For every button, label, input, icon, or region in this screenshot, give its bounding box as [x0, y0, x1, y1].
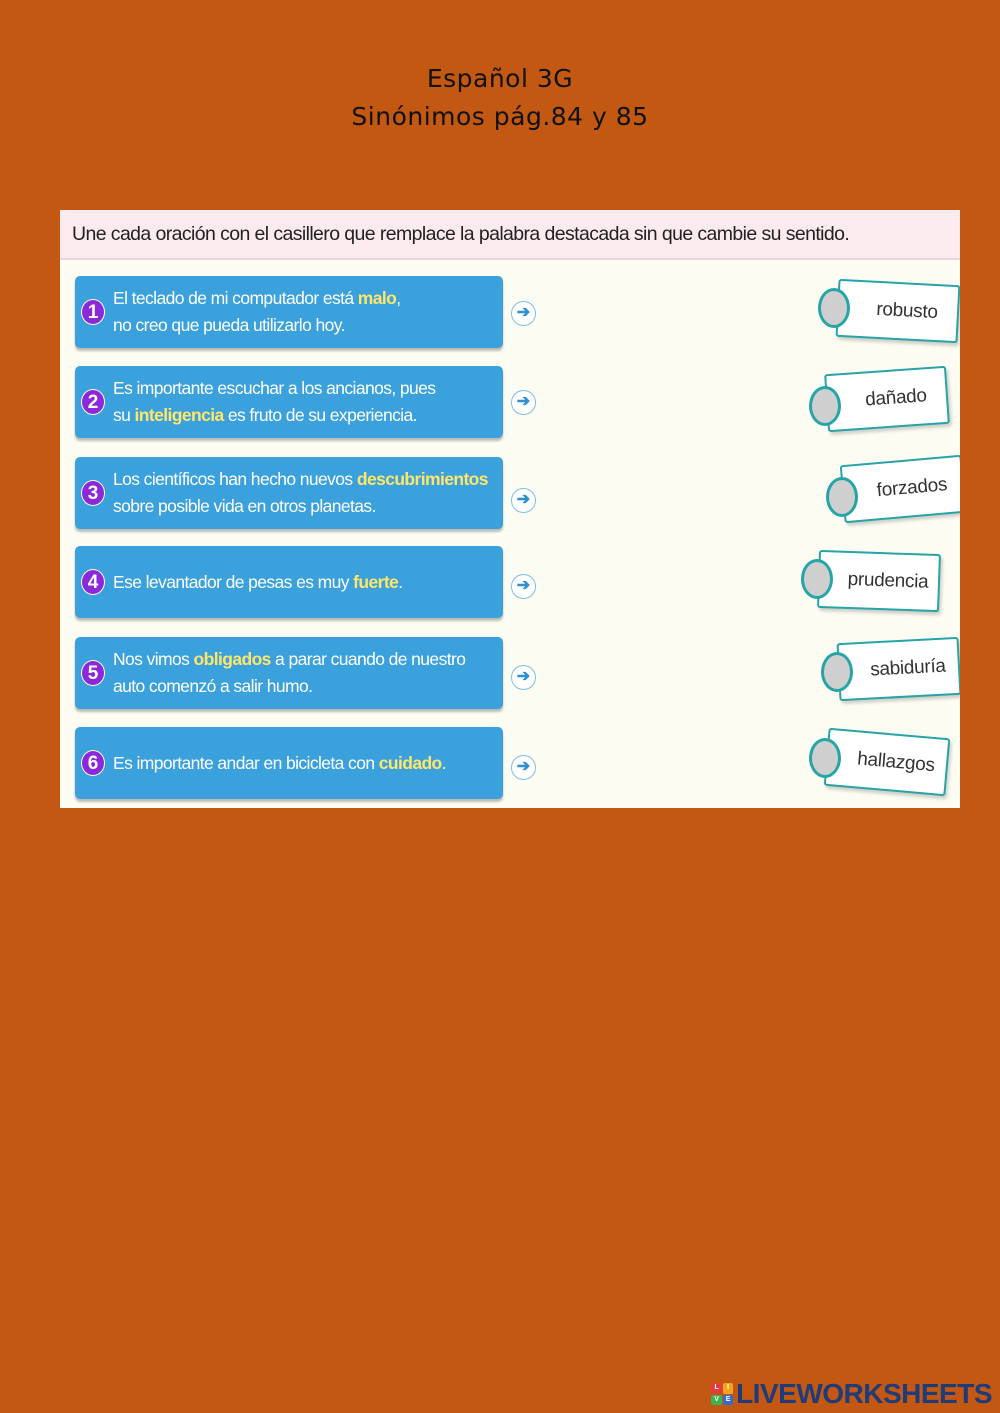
connector-knob[interactable] [818, 288, 850, 328]
highlighted-word: fuerte [353, 571, 399, 592]
sentence-text [113, 750, 446, 777]
text-segment: no creo que pueda utilizarlo hoy. [113, 315, 345, 335]
option-danado[interactable]: dañado [824, 366, 950, 432]
connector-knob[interactable] [821, 652, 853, 692]
option-robusto[interactable]: robusto [836, 279, 960, 343]
sentence-box-6 [75, 727, 503, 799]
option-forzados[interactable]: forzados [840, 455, 960, 523]
instructions-text: Une cada oración con el casillero que remplace la palabra destacada sin que cambie su sentido. [60, 210, 960, 260]
connector-knob[interactable] [826, 477, 858, 517]
sentence-text [113, 569, 402, 596]
number-badge: 3 [81, 480, 105, 506]
connector-knob[interactable] [809, 386, 841, 426]
arrow-right-circle-icon[interactable]: ➔ [511, 755, 536, 780]
highlighted-word: obligados [193, 649, 271, 669]
text-segment: Es importante escuchar a los ancianos, pues [113, 378, 436, 398]
number-badge: 5 [81, 660, 105, 686]
option-sabiduria[interactable]: sabiduría [837, 637, 960, 701]
option-prudencia[interactable]: prudencia [817, 550, 941, 612]
text-segment: Los científicos han hecho nuevos [113, 469, 357, 489]
arrow-right-circle-icon[interactable]: ➔ [511, 301, 536, 326]
connector-knob[interactable] [801, 559, 833, 599]
text-segment: . [441, 752, 446, 773]
highlighted-word: inteligencia [134, 405, 224, 425]
text-segment: Es importante andar en bicicleta con [113, 752, 379, 773]
sentence-text [113, 285, 401, 339]
highlighted-word: cuidado [378, 752, 442, 773]
brand-logo-icon [711, 1383, 733, 1405]
text-segment: Ese levantador de pesas es muy [113, 571, 354, 592]
liveworksheets-logo [711, 1379, 992, 1409]
sentence-box-4 [75, 546, 503, 618]
text-segment: , [396, 288, 401, 308]
worksheet-title [0, 60, 1000, 136]
text-segment: su [113, 405, 135, 425]
text-segment: a parar cuando de nuestro [270, 649, 466, 669]
arrow-right-circle-icon[interactable]: ➔ [511, 390, 536, 415]
sentence-text [113, 646, 465, 700]
text-segment: es fruto de su experiencia. [223, 405, 417, 425]
number-badge: 1 [81, 299, 105, 325]
sentence-box-5 [75, 637, 503, 709]
arrow-right-circle-icon[interactable]: ➔ [511, 488, 536, 513]
logo-letter: E [723, 1395, 734, 1406]
sentence-text [113, 375, 435, 429]
highlighted-word: descubrimientos [356, 469, 488, 489]
sentence-text [113, 466, 488, 520]
text-segment: sobre posible vida en otros planetas. [113, 496, 376, 516]
text-segment: Nos vimos [113, 649, 194, 669]
connector-knob[interactable] [809, 738, 841, 778]
text-segment: auto comenzó a salir humo. [113, 676, 313, 696]
logo-letter: V [711, 1395, 722, 1406]
text-segment: . [398, 571, 403, 592]
exercise-panel [60, 210, 960, 808]
logo-letter: L [711, 1383, 722, 1394]
sentence-box-3 [75, 457, 503, 529]
title-line-1: Español 3G [426, 64, 574, 93]
number-badge: 2 [81, 389, 105, 415]
highlighted-word: malo [357, 288, 397, 308]
number-badge: 4 [81, 569, 105, 595]
sentence-box-2 [75, 366, 503, 438]
sentence-box-1 [75, 276, 503, 348]
title-line-2: Sinónimos pág.84 y 85 [351, 102, 649, 131]
arrow-right-circle-icon[interactable]: ➔ [511, 574, 536, 599]
arrow-right-circle-icon[interactable]: ➔ [511, 665, 536, 690]
number-badge: 6 [81, 750, 105, 776]
brand-text: LIVEWORKSHEETS [736, 1378, 992, 1409]
logo-letter: I [723, 1383, 734, 1394]
text-segment: El teclado de mi computador está [113, 288, 358, 308]
option-hallazgos[interactable]: hallazgos [824, 728, 951, 796]
